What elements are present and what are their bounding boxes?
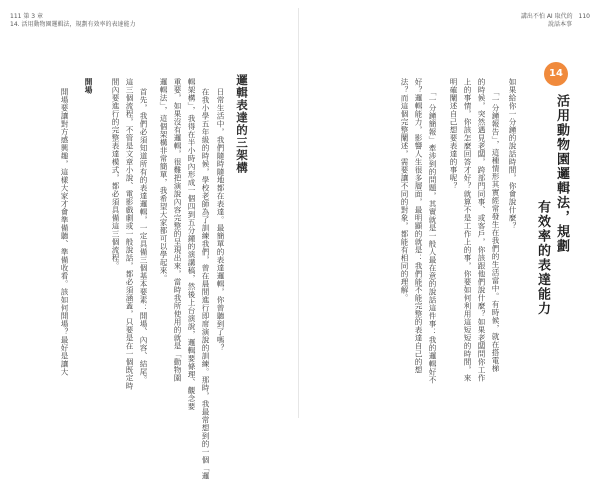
- left-text-col-4: 重要，如果沒有邏輯，很難把演說內容完整的呈現出來，當時我所使用的就是「動物園: [173, 78, 182, 382]
- right-text-col-5: 明確闡述自己想要表達的事呢？: [449, 78, 458, 190]
- right-text-col-6: 「一分鐘簡報」牽涉到的問題，其實就是一般人最在意的說話這件事：我的邏輯好不: [428, 88, 437, 384]
- chapter-number-badge: 14: [544, 62, 568, 86]
- page-gutter: [298, 8, 299, 418]
- right-text-col-4: 上的事情，你該怎麼回答才好？就算不是工作上的事，你要如何利用這短短的時間，來: [463, 78, 472, 382]
- page-number: 110: [578, 13, 590, 20]
- section-heading-opening: 開場: [84, 78, 93, 94]
- right-header-book-title-2: 說話本事: [547, 21, 572, 28]
- left-text-col-9: 開場要讓對方感興趣，這樣大家才會準備聽、準備收看。該如何開場？最好是讓大: [60, 88, 69, 376]
- right-text-col-8: 法？而這個完整闡述，需要讓不同的對象，都能有相同的理解。: [400, 78, 409, 302]
- right-text-col-7: 好？邏輯能力，影響人生很多層面，最明顯的就是：我們能不能完整的表達自己的想: [414, 78, 423, 374]
- right-text-col-1: 如果給你一分鐘的說話時間，你會說什麼？: [508, 78, 517, 230]
- right-running-header: [510, 13, 590, 29]
- left-text-col-3: 輯架構」，我得在半小時內形成一個四到五分鐘的演講稿，然後上台演說，邏輯要條理、觀念要: [187, 78, 196, 411]
- left-text-col-2: 在我小學五年級的時候，學校老師為了訓練我們，曾在晨間進行即席演說的訓練。那時，我最常想到的一個「邏: [201, 88, 210, 480]
- left-text-col-8: 間內要進行的完整表達模式，都必須具備這三個流程。: [111, 78, 120, 270]
- section-subtitle: 邏輯表達的三架構: [235, 74, 249, 174]
- left-text-col-5: 邏輯法」，這個架構非常簡單，我希望大家都可以學起來。: [159, 78, 168, 283]
- right-header-book-title: 講出不怕 AI 取代的: [520, 13, 573, 20]
- chapter-title-col2: 有效率的表達能力: [535, 200, 550, 316]
- left-running-header: [10, 13, 135, 29]
- chapter-title-col1: 活用動物園邏輯法，規劃: [554, 94, 569, 254]
- left-text-col-1: 日常生活中，我們隨時隨地都在表達。最簡單的表達邏輯，你曾聽到了嗎？: [216, 88, 225, 352]
- left-text-col-7: 這三個流程，不管是文章小說、電影戲劇或一般說話，都必須涵蓋，只要是在一個既定時: [125, 78, 134, 390]
- right-header-title-line: [510, 13, 590, 21]
- right-text-col-3: 的時候，突然遇見老闆，跨部門同事、或客戶，你該跟他們說什麼？如果老闆問你工作: [477, 78, 486, 382]
- left-header-chapter: 111 第 3 章: [10, 13, 43, 20]
- left-header-section: 14. 活用動物園邏輯法，規劃有效率的表達能力: [10, 21, 136, 28]
- right-text-col-2: 「一分鐘報告」，這種情形其實經常發生在我們的生活當中。有時候，就在搭電梯: [491, 88, 500, 373]
- left-text-col-6: 首先，我們必須知道所有的表達邏輯，一定具備三個基本要素：開場、內容、結尾。: [139, 88, 148, 384]
